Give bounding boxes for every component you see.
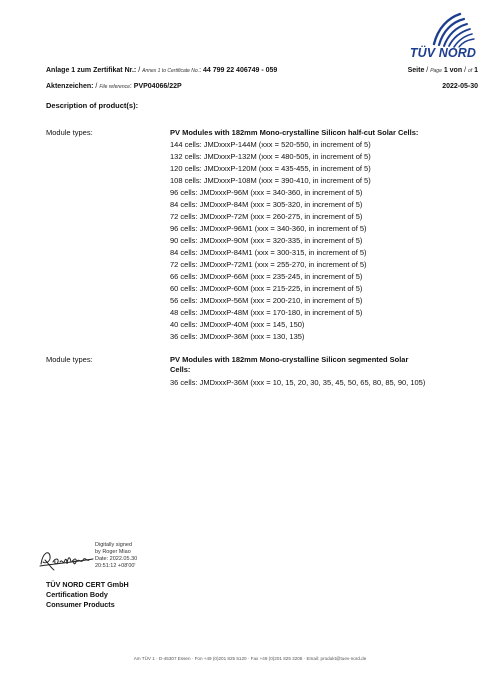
list-item: 84 cells: JMDxxxP-84M1 (xxx = 300-315, in increment of 5)	[170, 248, 367, 257]
annex-label: Anlage 1 zum Zertifikat Nr.:	[46, 67, 137, 74]
list-item: 40 cells: JMDxxxP-40M (xxx = 145, 150)	[170, 320, 305, 329]
list-item: 36 cells: JMDxxxP-36M (xxx = 130, 135)	[170, 332, 305, 341]
module-types-label: Module types:	[46, 355, 93, 364]
annex-label-en: Annex 1 to Certificate No.	[142, 68, 200, 74]
module-list	[170, 377, 425, 389]
list-item: 60 cells: JMDxxxP-60M (xxx = 215-225, in increment of 5)	[170, 284, 363, 293]
page-indicator: Seite / Page 1 von / of 1	[407, 67, 478, 74]
list-item: 36 cells: JMDxxxP-36M (xxx = 10, 15, 20, 30, 35, 45, 50, 65, 80, 85, 90, 105)	[170, 378, 426, 387]
document-date	[442, 83, 478, 90]
digital-signature	[37, 538, 157, 580]
list-item: 72 cells: JMDxxxP-72M (xxx = 260-275, in increment of 5)	[170, 212, 363, 221]
list-item: 72 cells: JMDxxxP-72M1 (xxx = 255-270, in increment of 5)	[170, 260, 367, 269]
list-item: 108 cells: JMDxxxP-108M (xxx = 390-410, in increment of 5)	[170, 176, 371, 185]
module-types-label: Module types:	[46, 128, 93, 137]
page-label-en: Page	[430, 68, 442, 74]
company-line: Certification Body	[46, 590, 108, 599]
list-item: 66 cells: JMDxxxP-66M (xxx = 235-245, in increment of 5)	[170, 272, 363, 281]
signature-line: 20:51:12 +08'00'	[95, 563, 136, 569]
signature-line: by Roger Miao	[95, 549, 131, 555]
section-title: PV Modules with 182mm Mono-crystalline Silicon half-cut Solar Cells:	[170, 128, 419, 137]
file-label: Aktenzeichen:	[46, 83, 94, 90]
list-item: 56 cells: JMDxxxP-56M (xxx = 200-210, in increment of 5)	[170, 296, 363, 305]
signature-line: Digitally signed	[95, 542, 132, 548]
module-list	[170, 139, 371, 343]
logo-arcs-icon	[398, 6, 476, 50]
page-total: 1	[474, 67, 478, 74]
file-label-en: File reference	[99, 84, 130, 90]
page-of-en: of	[467, 68, 473, 74]
list-item: 120 cells: JMDxxxP-120M (xxx = 435-455, in increment of 5)	[170, 164, 371, 173]
footer-address: Am TÜV 1 · D-45307 Essen · Fon +49 (0)201 825 5120 · Fax +49 (0)201 825 3208 · Email: produkt@tuev-nord.de	[133, 656, 367, 661]
certificate-number: 44 799 22 406749 - 059	[202, 67, 278, 74]
list-item: 96 cells: JMDxxxP-96M (xxx = 340-360, in increment of 5)	[170, 188, 363, 197]
file-reference: PVP04066/22P	[133, 83, 182, 90]
page-of: 1 von	[443, 67, 463, 74]
section-title: PV Modules with 182mm Mono-crystalline Silicon segmented Solar Cells:	[170, 355, 409, 374]
signature-details	[95, 542, 137, 570]
handwritten-signature-icon	[37, 542, 97, 576]
list-item: 48 cells: JMDxxxP-48M (xxx = 170-180, in increment of 5)	[170, 308, 363, 317]
company-block	[46, 580, 129, 610]
company-name: TÜV NORD CERT GmbH	[46, 580, 129, 589]
annex-line: Anlage 1 zum Zertifikat Nr.: / Annex 1 to Certificate No.: 44 799 22 406749 - 059	[46, 67, 278, 74]
description-heading: Description of product(s):	[46, 101, 139, 110]
logo-text: TÜV NORD	[409, 46, 476, 60]
list-item: 90 cells: JMDxxxP-90M (xxx = 320-335, in increment of 5)	[170, 236, 363, 245]
file-reference-line: Aktenzeichen: / File reference: PVP04066/22P	[46, 83, 182, 90]
company-line: Consumer Products	[46, 600, 115, 609]
list-item: 132 cells: JMDxxxP-132M (xxx = 480-505, in increment of 5)	[170, 152, 371, 161]
list-item: 84 cells: JMDxxxP-84M (xxx = 305-320, in increment of 5)	[170, 200, 363, 209]
list-item: 144 cells: JMDxxxP-144M (xxx = 520-550, in increment of 5)	[170, 140, 371, 149]
signature-line: Date: 2022.05.30	[95, 556, 138, 562]
tuv-nord-logo	[398, 6, 476, 64]
date-value: 2022-05-30	[442, 83, 478, 90]
list-item: 96 cells: JMDxxxP-96M1 (xxx = 340-360, in increment of 5)	[170, 224, 367, 233]
page-label: Seite	[407, 67, 425, 74]
